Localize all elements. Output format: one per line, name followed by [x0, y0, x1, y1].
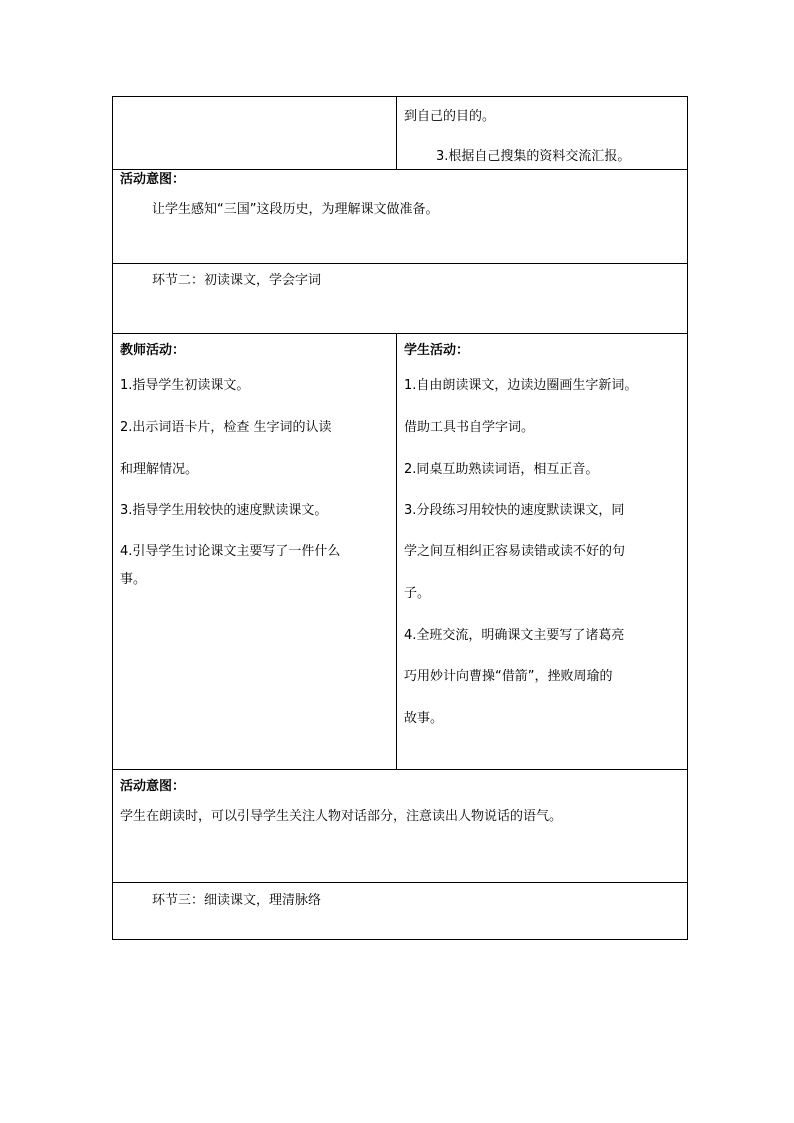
student-line: 学之间互相纠正容易读错或读不好的句 — [404, 544, 626, 559]
row-divider — [113, 882, 687, 883]
teacher-line: 4.引导学生讨论课文主要写了一件什么 — [120, 544, 341, 559]
teacher-line: 事。 — [120, 572, 147, 587]
row1-right-line2: 3.根据自己搜集的资料交流汇报。 — [436, 149, 631, 164]
lesson-plan-table — [112, 96, 688, 940]
teacher-line: 3.指导学生用较快的速度默读课文。 — [120, 503, 328, 518]
intent2-title: 活动意图： — [120, 779, 186, 794]
student-line: 2.同桌互助熟读词语，相互正音。 — [404, 462, 599, 477]
teacher-activity-title: 教师活动： — [120, 343, 186, 358]
teacher-line: 1.指导学生初读课文。 — [120, 378, 250, 393]
intent1-title: 活动意图： — [120, 172, 186, 187]
teacher-line: 和理解情况。 — [120, 462, 199, 477]
student-line: 借助工具书自学字词。 — [404, 420, 535, 435]
intent2-body: 学生在朗读时，可以引导学生关注人物对话部分，注意读出人物说话的语气。 — [120, 809, 563, 824]
student-activity-title: 学生活动： — [404, 343, 470, 358]
row-divider — [113, 169, 687, 170]
teacher-line: 2.出示词语卡片，检查 生字词的认读 — [120, 420, 332, 435]
student-line: 子。 — [404, 586, 431, 601]
row-divider — [113, 263, 687, 264]
activities-column-divider — [396, 333, 397, 769]
student-line: 1.自由朗读课文，边读边圈画生字新词。 — [404, 378, 638, 393]
student-line: 故事。 — [404, 711, 444, 726]
section2-title: 环节二：初读课文，学会字词 — [152, 273, 322, 288]
section3-title: 环节三：细读课文，理清脉络 — [152, 893, 322, 908]
student-line: 巧用妙计向曹操“借箭”，挫败周瑜的 — [404, 669, 613, 684]
row-divider — [113, 769, 687, 770]
row1-right-line1: 到自己的目的。 — [404, 109, 496, 124]
student-line: 3.分段练习用较快的速度默读课文，同 — [404, 503, 625, 518]
row-divider — [113, 333, 687, 334]
intent1-body: 让学生感知“三国”这段历史，为理解课文做准备。 — [152, 202, 439, 217]
row1-column-divider — [396, 97, 397, 169]
student-line: 4.全班交流，明确课文主要写了诸葛亮 — [404, 628, 625, 643]
